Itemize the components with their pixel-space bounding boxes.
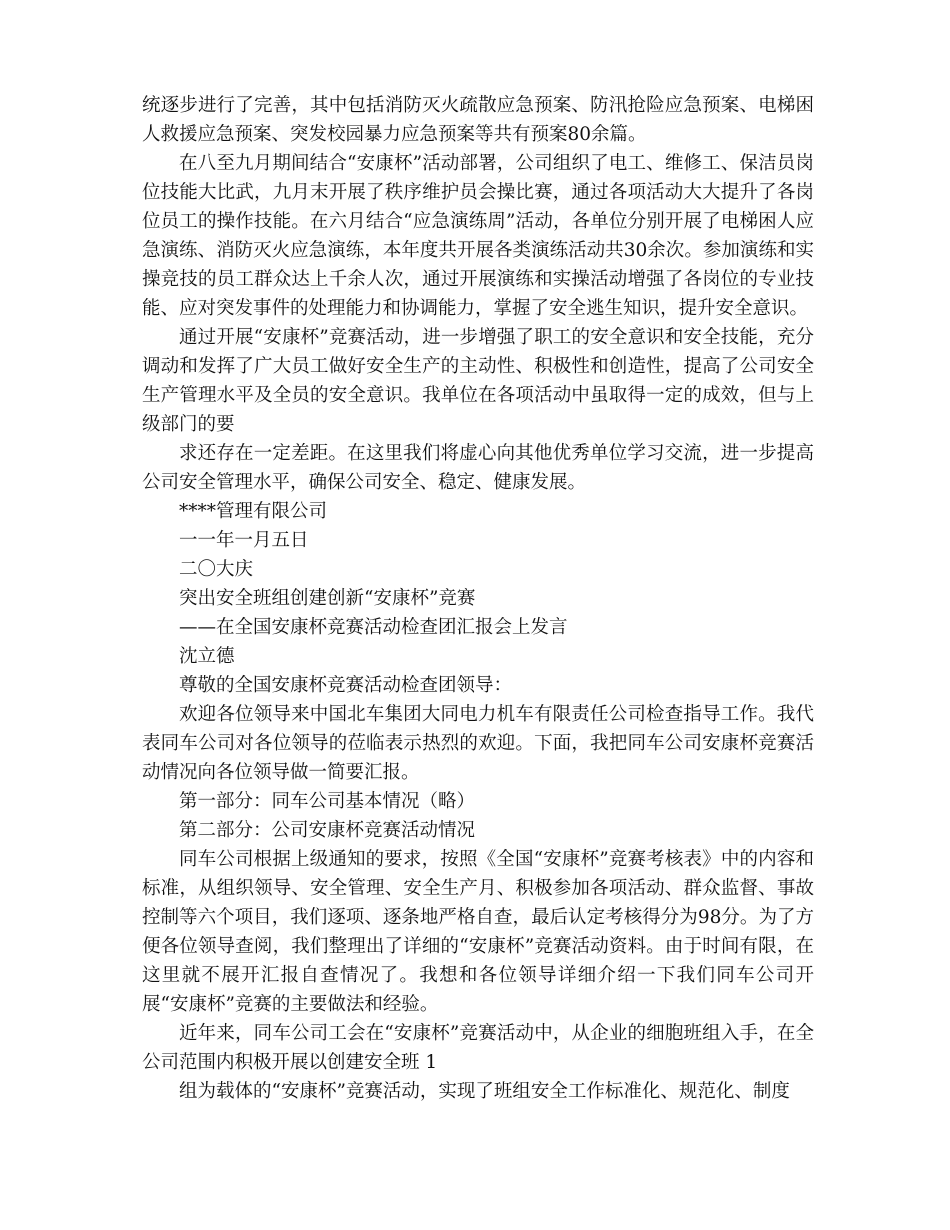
paragraph-summary: 通过开展“安康杯”竞赛活动，进一步增强了职工的安全意识和安全技能，充分调动和发挥了广大员工做好安全生产的主动性、积极性和创造性，提高了公司安全生产管理水平及全员的安全意识。我单位在各项活动中虽取得一定的成效，但与上级部门的要 xyxy=(142,327,814,435)
section-heading-part-two: 第二部分：公司安康杯竞赛活动情况 xyxy=(179,820,476,841)
speaker-name: 沈立德 xyxy=(179,646,235,667)
paragraph-recent-years: 近年来，同车公司工会在“安康杯”竞赛活动中，从企业的细胞班组入手，在全公司范围内积极开展以创建安全班 1 xyxy=(142,1023,814,1073)
paragraph-welcome: 欢迎各位领导来中国北车集团大同电力机车有限责任公司检查指导工作。我代表同车公司对各位领导的莅临表示热烈的欢迎。下面，我把同车公司安康杯竞赛活动情况向各位领导做一简要汇报。 xyxy=(142,704,814,783)
paragraph-skills-competition: 在八至九月期间结合“安康杯”活动部署，公司组织了电工、维修工、保洁员岗位技能大比武，九月末开展了秩序维护员会操比赛，通过各项活动大大提升了各岗位员工的操作技能。在六月结合“应急演练周”活动，各单位分别开展了电梯困人应急演练、消防灭火应急演练，本年度共开展各类演练活动共30余次。参加演练和实操竞技的员工群众达上千余人次，通过开展演练和实操活动增强了各岗位的专业技能、应对突发事件的处理能力和协调能力，掌握了安全逃生知识，提升安全意识。 xyxy=(142,153,814,319)
signature-date: 一一年一月五日 xyxy=(179,530,309,551)
section-heading-part-one: 第一部分：同车公司基本情况（略） xyxy=(179,791,476,812)
speech-title: 突出安全班组创建创新“安康杯”竞赛 xyxy=(179,588,476,609)
paragraph-team-carrier: 组为载体的“安康杯”竞赛活动，实现了班组安全工作标准化、规范化、制度 xyxy=(179,1081,790,1102)
salutation: 尊敬的全国安康杯竞赛活动检查团领导： xyxy=(179,675,513,696)
document-body xyxy=(142,91,814,1106)
paragraph-self-inspection: 同车公司根据上级通知的要求，按照《全国“安康杯”竞赛考核表》中的内容和标准，从组织领导、安全管理、安全生产月、积极参加各项活动、群众监督、事故控制等六个项目，我们逐项、逐条地严格自查，最后认定考核得分为98分。为了方便各位领导查阅，我们整理出了详细的“安康杯”竞赛活动资料。由于时间有限，在这里就不展开汇报自查情况了。我想和各位领导详细介绍一下我们同车公司开展“安康杯”竞赛的主要做法和经验。 xyxy=(142,849,814,1015)
paragraph-closing: 求还存在一定差距。在这里我们将虚心向其他优秀单位学习交流，进一步提高公司安全管理水平，确保公司安全、稳定、健康发展。 xyxy=(142,443,814,493)
speech-subtitle: ——在全国安康杯竞赛活动检查团汇报会上发言 xyxy=(179,617,568,638)
paragraph-continued: 统逐步进行了完善，其中包括消防灭火疏散应急预案、防汛抢险应急预案、电梯困人救援应急预案、突发校园暴力应急预案等共有预案80余篇。 xyxy=(142,95,814,145)
company-signature: ****管理有限公司 xyxy=(179,501,328,522)
location-line: 二〇大庆 xyxy=(179,559,254,580)
